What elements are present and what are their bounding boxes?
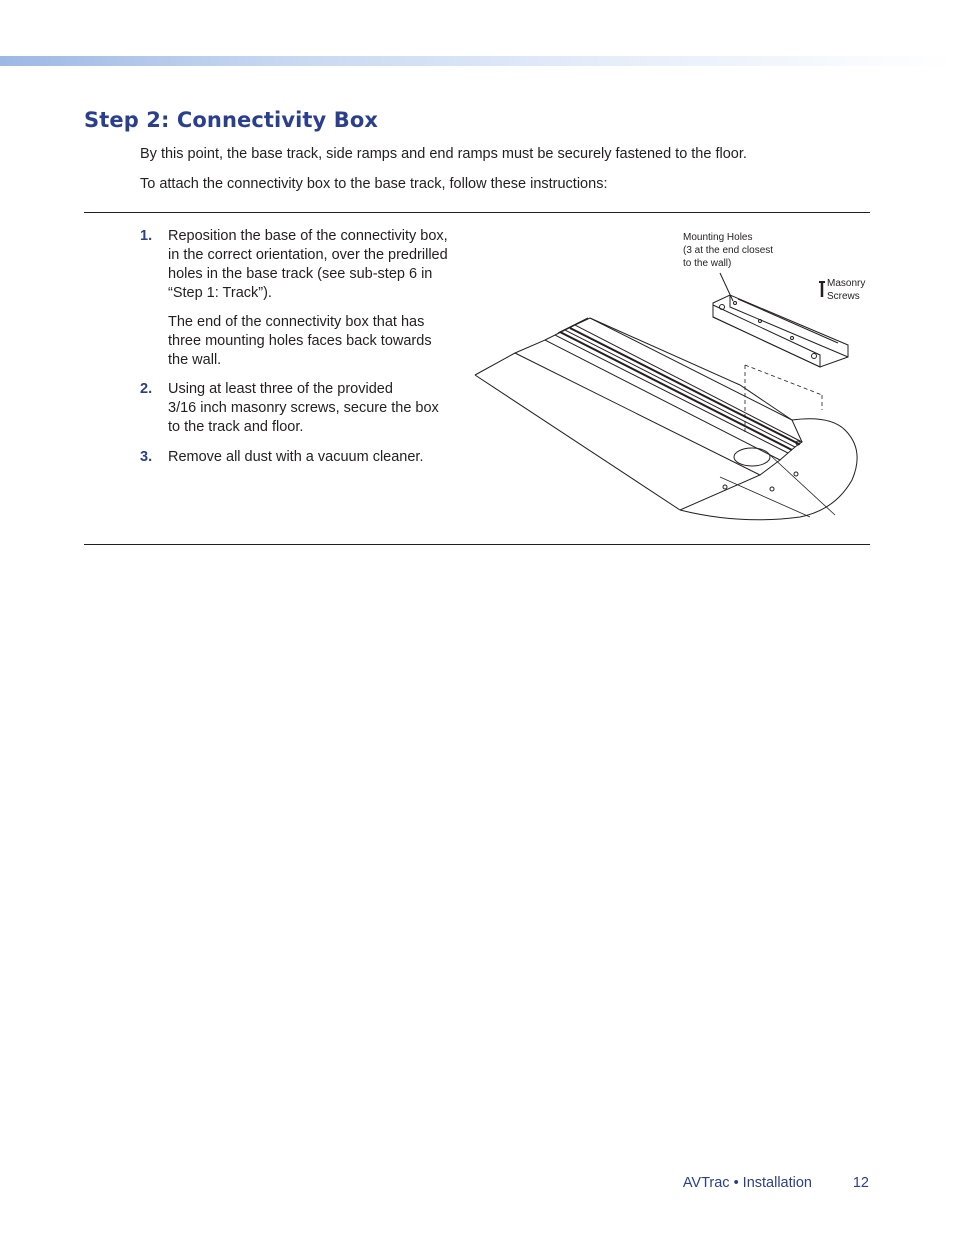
floor-hole (794, 472, 798, 476)
header-gradient-band (0, 56, 954, 66)
floor-hole (723, 485, 727, 489)
masonry-screws-label: Screws (827, 291, 860, 302)
intro-paragraph-2: To attach the connectivity box to the base track, follow these instructions: (140, 176, 608, 192)
connectivity-box-outline (713, 295, 848, 367)
connectivity-box-rib (738, 299, 838, 343)
footer-document-title: AVTrac • Installation (682, 1175, 812, 1191)
step-text-line: to the track and floor. (168, 419, 304, 435)
connectivity-box-back (730, 295, 848, 357)
step-1-note (140, 313, 470, 370)
track-strip-inner (575, 318, 802, 442)
mounting-holes-label: Mounting Holes (683, 232, 753, 243)
note-text-line: the wall. (168, 352, 222, 368)
step-text-line: Reposition the base of the connectivity box, (168, 228, 448, 244)
section-heading: Step 2: Connectivity Box (84, 108, 379, 132)
track-strip-rail (545, 335, 788, 460)
step-text-line: in the correct orientation, over the predrilled (168, 247, 448, 263)
step-2 (140, 380, 470, 437)
track-strip-outer (515, 340, 780, 475)
step-3 (140, 448, 470, 467)
step-text-line: “Step 1: Track”). (168, 285, 272, 301)
footer-page-number: 12 (852, 1175, 869, 1191)
mounting-holes-label: (3 at the end closest (683, 245, 774, 256)
track-groove (560, 332, 792, 450)
floor-hole (770, 487, 774, 491)
step-number: 2. (140, 381, 153, 397)
top-divider (84, 212, 870, 213)
step-1 (140, 227, 470, 303)
step-text-line: 3/16 inch masonry screws, secure the box (168, 400, 439, 416)
track-groove (570, 328, 799, 444)
guide-line (745, 365, 822, 395)
step-number: 1. (140, 228, 153, 244)
mounting-holes-label: to the wall) (683, 258, 732, 269)
note-text-line: The end of the connectivity box that has (168, 314, 425, 330)
bottom-divider (84, 544, 870, 545)
connectivity-box-front (713, 305, 820, 367)
cable-port (734, 448, 770, 466)
intro-paragraph-1: By this point, the base track, side ramps and end ramps must be securely fastened to the floor. (140, 146, 747, 162)
mounting-hole (734, 302, 737, 305)
step-text-line: holes in the base track (see sub-step 6 in (168, 266, 433, 282)
connectivity-box-diagram (470, 225, 870, 530)
step-text-line: Remove all dust with a vacuum cleaner. (168, 449, 424, 465)
bracket-hole (759, 320, 762, 323)
floor-plate-front-edge (475, 375, 680, 510)
mounting-hole (812, 354, 817, 359)
note-text-line: three mounting holes faces back towards (168, 333, 432, 349)
track-end (558, 318, 588, 333)
bracket-hole (791, 337, 794, 340)
masonry-screws-label: Masonry (827, 278, 866, 289)
end-ramp-seam (720, 477, 810, 517)
end-ramp-seam (770, 455, 835, 515)
step-number: 3. (140, 449, 153, 465)
step-text-line: Using at least three of the provided (168, 381, 393, 397)
